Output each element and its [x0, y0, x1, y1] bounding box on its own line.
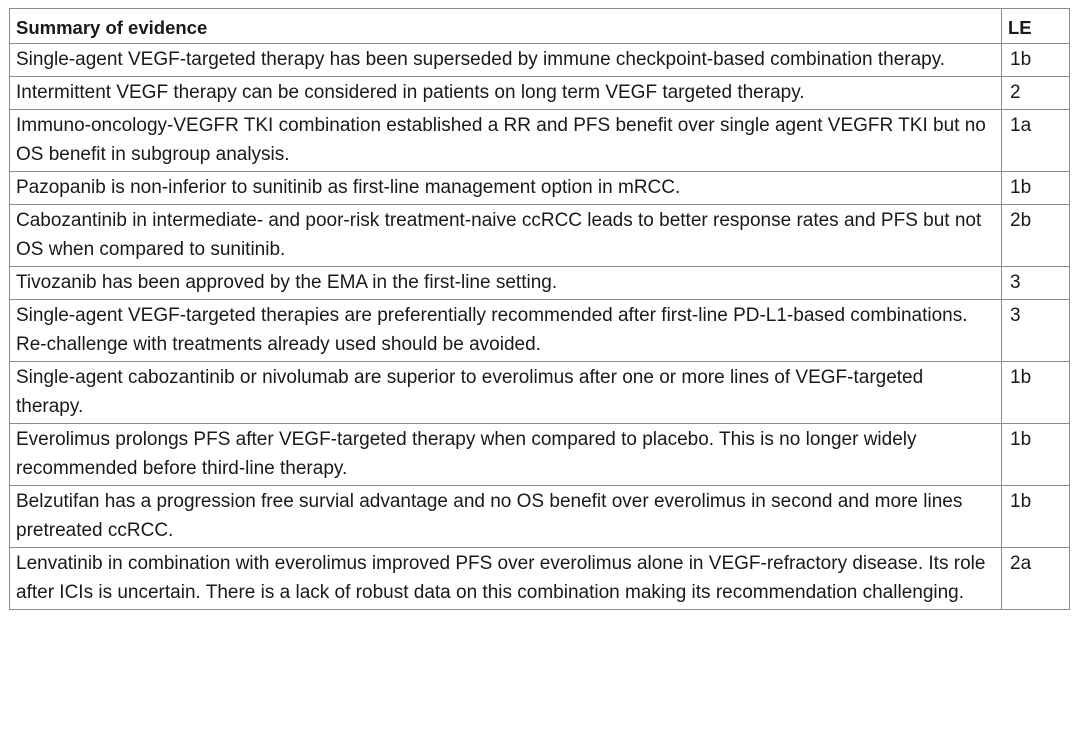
evidence-text: Intermittent VEGF therapy can be considered in patients on long term VEGF targeted therapy. — [10, 77, 1002, 110]
evidence-level: 3 — [1002, 267, 1070, 300]
evidence-text: Tivozanib has been approved by the EMA in the first-line setting. — [10, 267, 1002, 300]
table-row — [10, 44, 1070, 77]
evidence-text: Single-agent VEGF-targeted therapy has been superseded by immune checkpoint-based combination therapy. — [10, 44, 1002, 77]
evidence-text: Immuno-oncology-VEGFR TKI combination established a RR and PFS benefit over single agent VEGFR TKI but no OS benefit in subgroup analysis. — [10, 110, 1002, 172]
table-row — [10, 205, 1070, 267]
header-level-of-evidence: LE — [1002, 9, 1070, 44]
evidence-level: 1b — [1002, 424, 1070, 486]
header-summary-of-evidence: Summary of evidence — [10, 9, 1002, 44]
evidence-level: 2a — [1002, 548, 1070, 610]
table-row — [10, 300, 1070, 362]
table-row — [10, 486, 1070, 548]
evidence-level: 1b — [1002, 44, 1070, 77]
evidence-level: 2 — [1002, 77, 1070, 110]
evidence-level: 1a — [1002, 110, 1070, 172]
evidence-text: Single-agent cabozantinib or nivolumab are superior to everolimus after one or more lines of VEGF-targeted therapy. — [10, 362, 1002, 424]
evidence-text: Single-agent VEGF-targeted therapies are preferentially recommended after first-line PD-L1-based combinations. Re-challenge with treatments already used should be avoided. — [10, 300, 1002, 362]
evidence-level: 1b — [1002, 486, 1070, 548]
evidence-text: Everolimus prolongs PFS after VEGF-targeted therapy when compared to placebo. This is no longer widely recommended before third-line therapy. — [10, 424, 1002, 486]
header-row — [10, 9, 1070, 44]
table-body — [10, 44, 1070, 610]
table-row — [10, 77, 1070, 110]
table-row — [10, 362, 1070, 424]
table-row — [10, 172, 1070, 205]
table-row — [10, 548, 1070, 610]
evidence-level: 1b — [1002, 362, 1070, 424]
evidence-text: Cabozantinib in intermediate- and poor-risk treatment-naive ccRCC leads to better response rates and PFS but not OS when compared to sunitinib. — [10, 205, 1002, 267]
table-row — [10, 424, 1070, 486]
evidence-text: Belzutifan has a progression free survial advantage and no OS benefit over everolimus in second and more lines pretreated ccRCC. — [10, 486, 1002, 548]
table-row — [10, 110, 1070, 172]
evidence-text: Lenvatinib in combination with everolimus improved PFS over everolimus alone in VEGF-refractory disease. Its role after ICIs is uncertain. There is a lack of robust data on this combination making its recommendation challenging. — [10, 548, 1002, 610]
table-row — [10, 267, 1070, 300]
evidence-table — [9, 8, 1070, 610]
table-header — [10, 9, 1070, 44]
evidence-level: 3 — [1002, 300, 1070, 362]
evidence-text: Pazopanib is non-inferior to sunitinib as first-line management option in mRCC. — [10, 172, 1002, 205]
evidence-level: 1b — [1002, 172, 1070, 205]
evidence-level: 2b — [1002, 205, 1070, 267]
